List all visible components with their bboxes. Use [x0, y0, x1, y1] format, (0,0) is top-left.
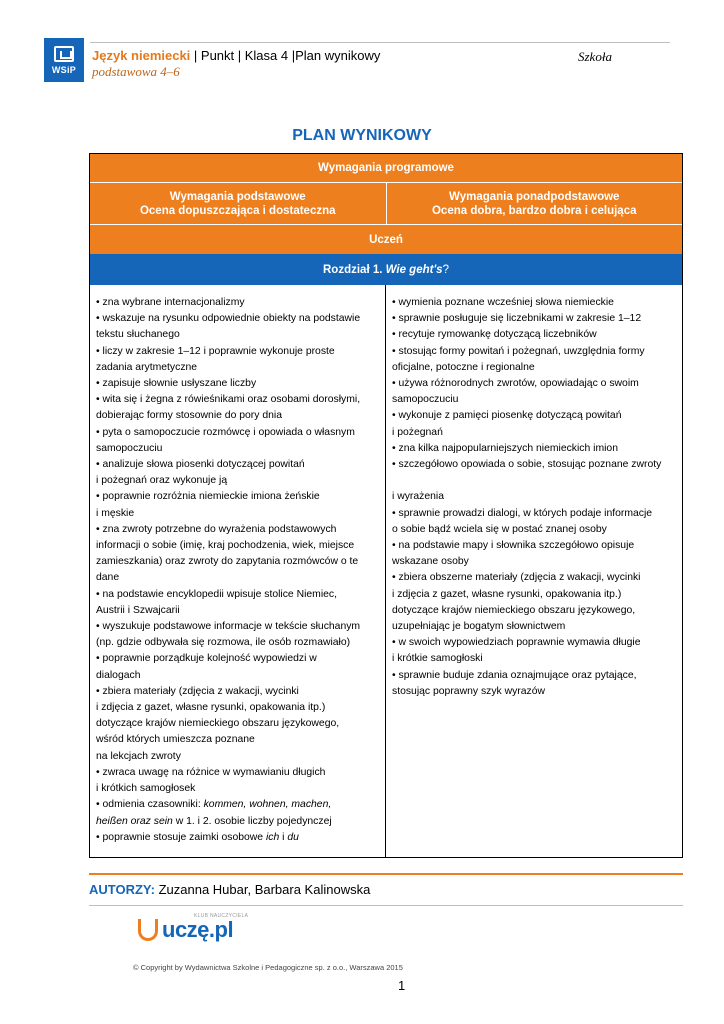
page-number: 1	[398, 978, 406, 993]
list-item: • analizuje słowa piosenki dotyczącej powitań	[96, 459, 305, 471]
authors-names: Zuzanna Hubar, Barbara Kalinowska	[154, 882, 371, 897]
chapter-row	[90, 254, 682, 285]
list-item: • zbiera obszerne materiały (zdjęcia z wakacji, wycinki	[392, 572, 641, 584]
requirements-header: Wymagania programowe	[318, 162, 454, 174]
list-item: • zna zwroty potrzebne do wyrażenia podstawowych	[96, 523, 337, 535]
list-item: informacji o sobie (imię, kraj pochodzenia, wiek, miejsce	[96, 540, 355, 552]
header-subject: Język niemiecki	[92, 48, 191, 63]
pron-prefix: • poprawnie stosuje zaimki osobowe	[96, 831, 266, 843]
pron-ich: ich	[265, 831, 280, 843]
plan-table	[89, 153, 683, 858]
footer-divider-2	[89, 905, 683, 906]
list-item: i wyrażenia	[392, 491, 444, 503]
list-item: • wykonuje z pamięci piosenkę dotyczącą powitań	[392, 410, 622, 422]
list-item: • zwraca uwagę na różnice w wymawianiu długich	[96, 766, 326, 778]
list-item: o sobie bądź wciela się w postać znanej osoby	[392, 523, 607, 535]
list-item: oficjalne, potoczne i regionalne	[392, 361, 535, 373]
list-item: • zna kilka najpopularniejszych niemieckich imion	[392, 442, 618, 454]
list-item: samopoczuciu	[392, 394, 459, 406]
chapter-suffix: ?	[442, 263, 449, 276]
list-item: • poprawnie rozróżnia niemieckie imiona żeńskie	[96, 491, 320, 503]
header-title	[92, 48, 380, 63]
footer-divider	[89, 873, 683, 875]
list-item: wśród których umieszcza poznane	[96, 734, 255, 746]
list-item: • pyta o samopoczucie rozmówcę i opowiada o własnym	[96, 426, 355, 438]
list-item: • zapisuje słownie usłyszane liczby	[96, 378, 257, 390]
advanced-header	[387, 183, 683, 224]
list-item: i zdjęcia z gazet, własne rysunki, opakowania itp.)	[392, 588, 622, 600]
list-item: • zbiera materiały (zdjęcia z wakacji, wycinki	[96, 685, 299, 697]
content-row	[90, 285, 682, 857]
list-item: • wskazuje na rysunku odpowiednie obiekty na podstawie	[96, 313, 361, 325]
levels-row	[90, 183, 682, 225]
list-item: uzupełniając je bogatym słownictwem	[392, 621, 566, 633]
list-item: na lekcjach zwroty	[96, 750, 181, 762]
basic-requirements-list	[90, 285, 386, 857]
list-item: • liczy w zakresie 1–12 i poprawnie wykonuje proste	[96, 345, 335, 357]
list-item: zadania arytmetyczne	[96, 361, 198, 373]
student-header: Uczeń	[369, 233, 403, 246]
wsip-logo-text: WSiP	[51, 64, 77, 75]
list-item: i krótkie samogłoski	[392, 653, 483, 665]
list-item: • stosując formy powitań i pożegnań, uwzględnia formy	[392, 345, 645, 357]
list-item: dobierając formy stosownie do pory dnia	[96, 410, 282, 422]
list-item: samopoczuciu	[96, 442, 163, 454]
page-title: PLAN WYNIKOWY	[292, 127, 432, 144]
list-item: • szczegółowo opowiada o sobie, stosując poznane zwroty	[392, 459, 662, 471]
list-item: i męskie	[96, 507, 135, 519]
header-school-sub: podstawowa 4–6	[92, 64, 180, 79]
header-divider	[90, 42, 670, 43]
list-item: zamieszkania) oraz zwroty do zapytania rozmówców o te	[96, 556, 359, 568]
header-school: Szkoła	[578, 49, 612, 64]
list-item: i zdjęcia z gazet, własne rysunki, opakowania itp.)	[96, 702, 326, 714]
list-item: • zna wybrane internacjonalizmy	[96, 297, 245, 308]
requirements-row	[90, 154, 682, 183]
list-item: dotyczące krajów niemieckiego obszaru językowego,	[96, 718, 340, 730]
list-item: • w swoich wypowiedziach poprawnie wymawia długie	[392, 637, 641, 649]
list-item: • na podstawie encyklopedii wpisuje stolice Niemiec,	[96, 588, 338, 600]
list-item	[96, 797, 379, 813]
verbs2-rest: w 1. i 2. osobie liczby pojedynczej	[172, 815, 332, 827]
wsip-logo	[44, 38, 84, 82]
advanced-requirements-list	[386, 285, 682, 857]
uczepl-logo	[138, 913, 249, 943]
list-item	[96, 830, 379, 846]
pron-du: du	[287, 831, 299, 843]
list-item: • wita się i żegna z rówieśnikami oraz osobami dorosłymi,	[96, 394, 361, 406]
verbs-italic: kommen, wohnen, machen,	[203, 799, 332, 811]
list-item: (np. gdzie odbywała się rozmowa, ile osób rozmawiało)	[96, 637, 351, 649]
uczepl-u-icon	[138, 919, 158, 941]
authors-label: AUTORZY:	[89, 882, 155, 897]
wsip-logo-icon	[54, 46, 74, 62]
student-row	[90, 225, 682, 254]
list-item: i krótkich samogłosek	[96, 783, 196, 795]
advanced-title: Wymagania ponadpodstawowe	[449, 190, 620, 203]
list-item: i pożegnań oraz wykonuje ją	[96, 475, 228, 487]
list-item: dotyczące krajów niemieckiego obszaru językowego,	[392, 604, 636, 616]
list-item: • recytuje rymowankę dotyczącą liczebników	[392, 329, 597, 341]
list-item: • używa różnorodnych zwrotów, opowiadając o swoim	[392, 378, 639, 390]
list-item: • wyszukuje podstawowe informacje w tekście słuchanym	[96, 621, 361, 633]
list-item	[96, 814, 379, 830]
list-item: • wymienia poznane wcześniej słowa niemieckie	[392, 297, 614, 308]
verbs-prefix: • odmienia czasowniki:	[96, 799, 204, 811]
basic-header	[90, 183, 387, 224]
basic-grades: Ocena dopuszczająca i dostateczna	[139, 204, 336, 217]
authors	[89, 882, 370, 897]
copyright: © Copyright by Wydawnictwa Szkolne i Pedagogiczne sp. z o.o., Warszawa 2015	[133, 963, 403, 972]
list-item: wskazane osoby	[392, 556, 469, 568]
header-rest: | Punkt | Klasa 4 |Plan wynikowy	[190, 48, 381, 63]
pron-and: i	[279, 831, 288, 843]
list-item: tekstu słuchanego	[96, 329, 180, 341]
club-text: KLUB NAUCZYCIELA	[194, 913, 249, 919]
list-item: • sprawnie prowadzi dialogi, w których podaje informacje	[392, 507, 653, 519]
list-gap	[392, 473, 676, 489]
list-item: dialogach	[96, 669, 141, 681]
chapter-title: Wie geht's	[385, 263, 443, 276]
list-item: stosując poprawny szyk wyrazów	[392, 685, 546, 697]
list-item: • poprawnie porządkuje kolejność wypowiedzi w	[96, 653, 317, 665]
list-item: i pożegnań	[392, 426, 443, 438]
list-item: • sprawnie buduje zdania oznajmujące oraz pytające,	[392, 669, 637, 681]
list-item: dane	[96, 572, 120, 584]
chapter-prefix: Rozdział 1.	[323, 263, 386, 276]
verbs2-italic: heißen oraz sein	[96, 815, 173, 827]
chapter-header	[323, 264, 449, 276]
basic-title: Wymagania podstawowe	[169, 190, 306, 203]
list-item: • na podstawie mapy i słownika szczegółowo opisuje	[392, 540, 635, 552]
brand-name: uczę.pl	[162, 917, 234, 942]
list-item: • sprawnie posługuje się liczebnikami w zakresie 1–12	[392, 313, 642, 325]
list-item: Austrii i Szwajcarii	[96, 604, 180, 616]
advanced-grades: Ocena dobra, bardzo dobra i celująca	[431, 204, 637, 217]
